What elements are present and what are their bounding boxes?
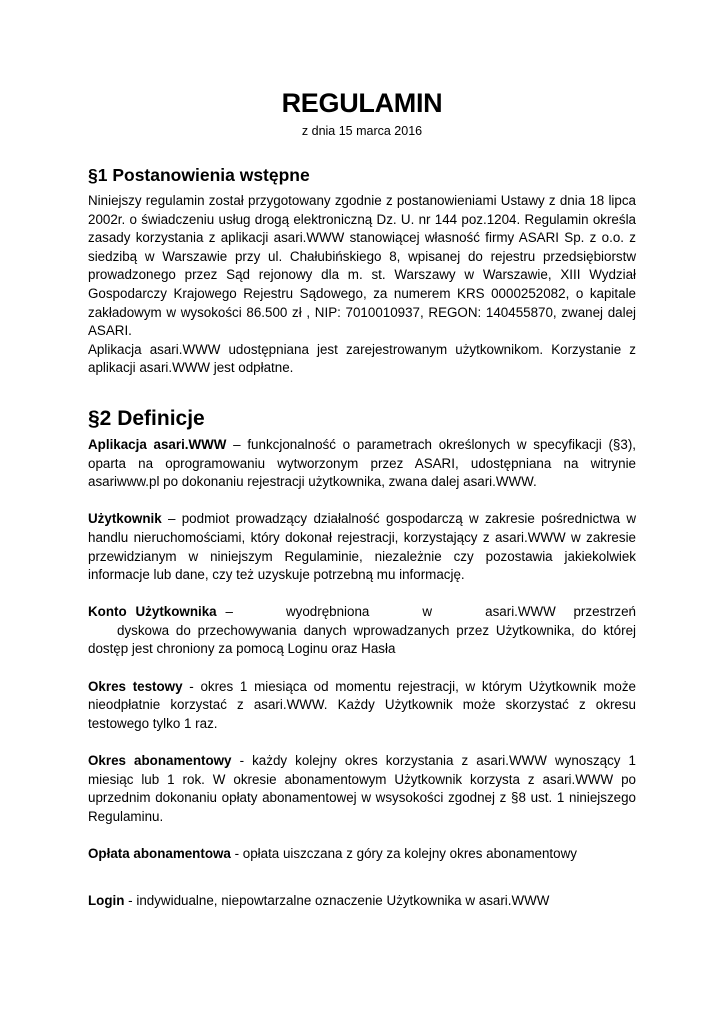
definition-okres-abonamentowy: [88, 752, 636, 826]
definition-okres-testowy: [88, 678, 636, 734]
definition-term: Aplikacja asari.WWW: [88, 436, 227, 452]
definition-text: – podmiot prowadzący działalność gospodarczą w zakresie pośrednictwa w handlu nieruchomościami, który dokonał rejestracji, korzystający z asari.WWW w zakresie przewidzianym w niniejszym Regulaminie, niezależnie czy pozostawia jakiekolwiek informacje lub dane, czy też uzyskuje potrzebną mu informację.: [88, 511, 636, 583]
definition-text: - indywidualne, niepowtarzalne oznaczenie Użytkownika w asari.WWW: [124, 892, 550, 908]
definition-konto-line-2: [88, 622, 636, 659]
definition-text: dyskowa do przechowywania danych wprowadzanych przez Użytkownika, do której dostęp jest chroniony za pomocą Loginu oraz Hasła: [88, 622, 636, 657]
document-date: z dnia 15 marca 2016: [301, 124, 423, 138]
section-1-paragraph-2: Aplikacja asari.WWW udostępniana jest zarejestrowanym użytkownikom. Korzystanie z aplikacji asari.WWW jest odpłatne.: [88, 341, 636, 376]
definition-aplikacja: [88, 436, 636, 492]
definition-text: - każdy kolejny okres korzystania z asari.WWW wynoszący 1 miesiąc lub 1 rok. W okresie abonamentowym Użytkownik korzysta z asari.WWW po uprzednim dokonaniu opłaty abonamentowej w wsysokości zgodnej z §8 ust. 1 niniejszego Regulaminu.: [88, 753, 636, 824]
definition-text: - okres 1 miesiąca od momentu rejestracji, w którym Użytkownik może nieodpłatnie korzystać z asari.WWW. Każdy Użytkownik może skorzystać z okresu testowego tylko 1 raz.: [88, 678, 636, 731]
definition-term: Okres testowy: [88, 678, 183, 694]
definition-text: – wyodrębniona w asari.WWW przestrzeń: [216, 604, 637, 620]
definition-uzytkownik: [88, 510, 636, 584]
section-2-heading: §2 Definicje: [88, 406, 205, 430]
definition-term: Opłata abonamentowa: [88, 846, 231, 861]
definition-konto-line-1: [88, 603, 636, 622]
document-body: [88, 164, 636, 910]
document-title: REGULAMIN: [281, 88, 443, 118]
definition-term: Użytkownik: [88, 511, 162, 527]
definition-oplata-abonamentowa: [88, 845, 636, 864]
section-1-paragraph-1: Niniejszy regulamin został przygotowany zgodnie z postanowieniami Ustawy z dnia 18 lipca 2002r. o świadczeniu usług drogą elektroniczną Dz. U. nr 144 poz.1204. Regulamin określa zasady korzystania z aplikacji asari.WWW stanowiącej własność firmy ASARI Sp. z o.o. z siedzibą w Warszawie przy ul. Chałubińskiego 8, wpisanej do rejestru przedsiębiorstw prowadzonego przez Sąd rejonowy dla m. st. Warszawy w Warszawie, XIII Wydział Gospodarczy Krajowego Rejestru Sądowego, za numerem KRS 0000252082, o kapitale zakładowym w wysokości 86.500 zł , NIP: 7010010937, REGON: 140455870, zwanej dalej ASARI.: [88, 193, 636, 339]
definition-term: Login: [88, 892, 125, 908]
definition-text: – funkcjonalność o parametrach określonych w specyfikacji (§3), oparta na oprogramowaniu wytworzonym przez ASARI, udostępniana na witrynie asariwww.pl po dokonaniu rejestracji użytkownika, zwana dalej asari.WWW.: [88, 436, 636, 490]
definition-term: Konto Użytkownika: [88, 604, 217, 620]
definition-login: [88, 892, 636, 911]
section-1-heading: §1 Postanowienia wstępne: [88, 165, 310, 185]
definition-term: Okres abonamentowy: [88, 753, 232, 769]
definition-text: - opłata uiszczana z góry za kolejny okres abonamentowy: [230, 846, 577, 861]
